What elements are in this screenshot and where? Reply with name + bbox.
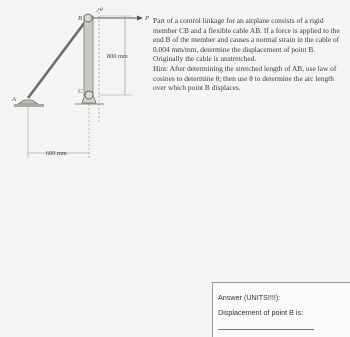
cable-ab	[28, 18, 88, 98]
answer-title: Answer (UNITS!!!!):	[218, 293, 281, 302]
support-a	[18, 100, 38, 104]
problem-statement	[153, 16, 347, 93]
label-a: A	[12, 96, 16, 103]
label-b: B	[78, 15, 82, 22]
dim-height-label: 800 mm	[107, 53, 128, 60]
pin-b	[84, 14, 92, 22]
pin-c	[85, 91, 93, 99]
label-p: P	[145, 15, 149, 22]
member-cb	[84, 16, 93, 96]
label-c: C	[78, 88, 83, 95]
theta-marker	[96, 9, 99, 12]
answer-box	[212, 282, 350, 337]
label-theta: θ	[100, 7, 103, 13]
answer-input-line[interactable]	[218, 329, 314, 330]
answer-label: Displacement of point B is:	[218, 308, 304, 317]
dim-width-label: 600 mm	[46, 150, 67, 157]
problem-hint: Hint: After determining the stretched length of AB, use law of cosines to determine θ; then use θ to determine the arc length over which point B displaces.	[153, 63, 337, 93]
force-arrowhead	[137, 16, 143, 21]
problem-text: Part of a control linkage for an airplane consists of a rigid member CB and a flexible cable AB. If a force is applied to the end B of the member and causes a normal strain in the cable of 0.004 mm/mm, determine the displacement of point B. Originally the cable is unstretched.	[153, 16, 340, 64]
ground-a	[14, 104, 44, 107]
